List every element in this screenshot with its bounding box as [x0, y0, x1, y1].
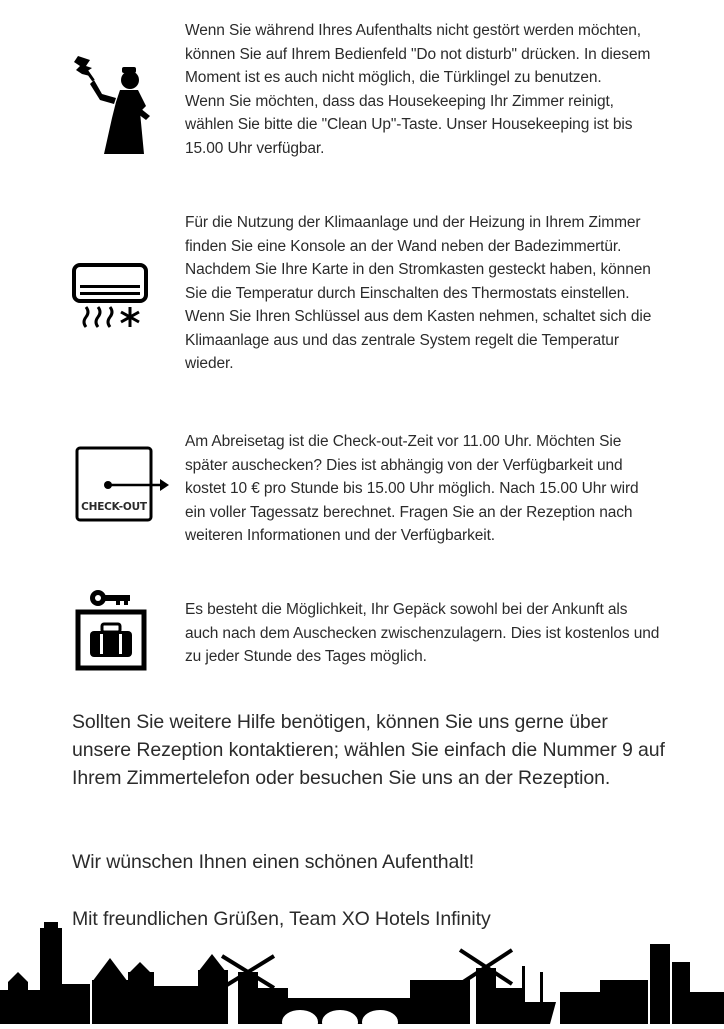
housekeeping-maid-icon: [72, 50, 154, 158]
housekeeping-paragraph: Wenn Sie möchten, dass das Housekeeping Ihr Zimmer reinigt, wählen Sie bitte die "Clean Up"-Taste. Unser Housekeeping ist bis 15.00 Uhr verfügbar.: [185, 92, 633, 157]
luggage-text: [185, 598, 660, 669]
dnd-paragraph: Wenn Sie während Ihres Aufenthalts nicht gestört werden möchten, können Sie auf Ihrem Bedienfeld "Do not disturb" drücken. In diesem Moment ist es auch nicht möglich, die Türklingel zu benutzen.: [185, 22, 651, 86]
check-out-icon: [74, 445, 170, 525]
luggage-paragraph: Es besteht die Möglichkeit, Ihr Gepäck sowohl bei der Ankunft als auch nach dem Auschecken zwischenzulagern. Dies ist kostenlos und zu jeder Stunde des Tages möglich.: [185, 601, 660, 665]
help-text: Sollten Sie weitere Hilfe benötigen, können Sie uns gerne über unsere Rezeption kontaktieren; wählen Sie einfach die Nummer 9 auf Ihrem Zimmertelefon oder besuchen Sie uns an der Rezeption.: [72, 711, 665, 789]
climate-paragraph: Für die Nutzung der Klimaanlage und der Heizung in Ihrem Zimmer finden Sie eine Konsole an der Wand neben der Badezimmertür. Nachdem Sie Ihre Karte in den Stromkasten gesteckt haben, können Sie die Temperatur durch Einschalten des Thermostats einstellen. Wenn Sie Ihren Schlüssel aus dem Kasten nehmen, schaltet sich die Klimaanlage aus und das zentrale System regelt die Temperatur wieder.: [185, 214, 652, 372]
city-skyline-illustration: [0, 922, 724, 1024]
wish-text: Wir wünschen Ihnen einen schönen Aufenthalt!: [72, 851, 475, 873]
do-not-disturb-text: [185, 19, 660, 160]
check-out-text: [185, 430, 660, 548]
climate-text: [185, 211, 660, 376]
luggage-storage-icon: [74, 588, 150, 672]
check-out-paragraph: Am Abreisetag ist die Check-out-Zeit vor 11.00 Uhr. Möchten Sie später auschecken? Dies ist abhängig von der Verfügbarkeit und kostet 10 € pro Stunde bis 15.00 Uhr möglich. Nach 15.00 Uhr wird ein voller Tagessatz berechnet. Fragen Sie an der Rezeption nach weiteren Informationen und der Verfügbarkeit.: [185, 433, 639, 544]
check-out-label: CHECK-OUT: [81, 501, 147, 513]
signature-text: Mit freundlichen Grüßen, Team XO Hotels Infinity: [72, 908, 491, 930]
air-conditioner-icon: [72, 263, 150, 329]
